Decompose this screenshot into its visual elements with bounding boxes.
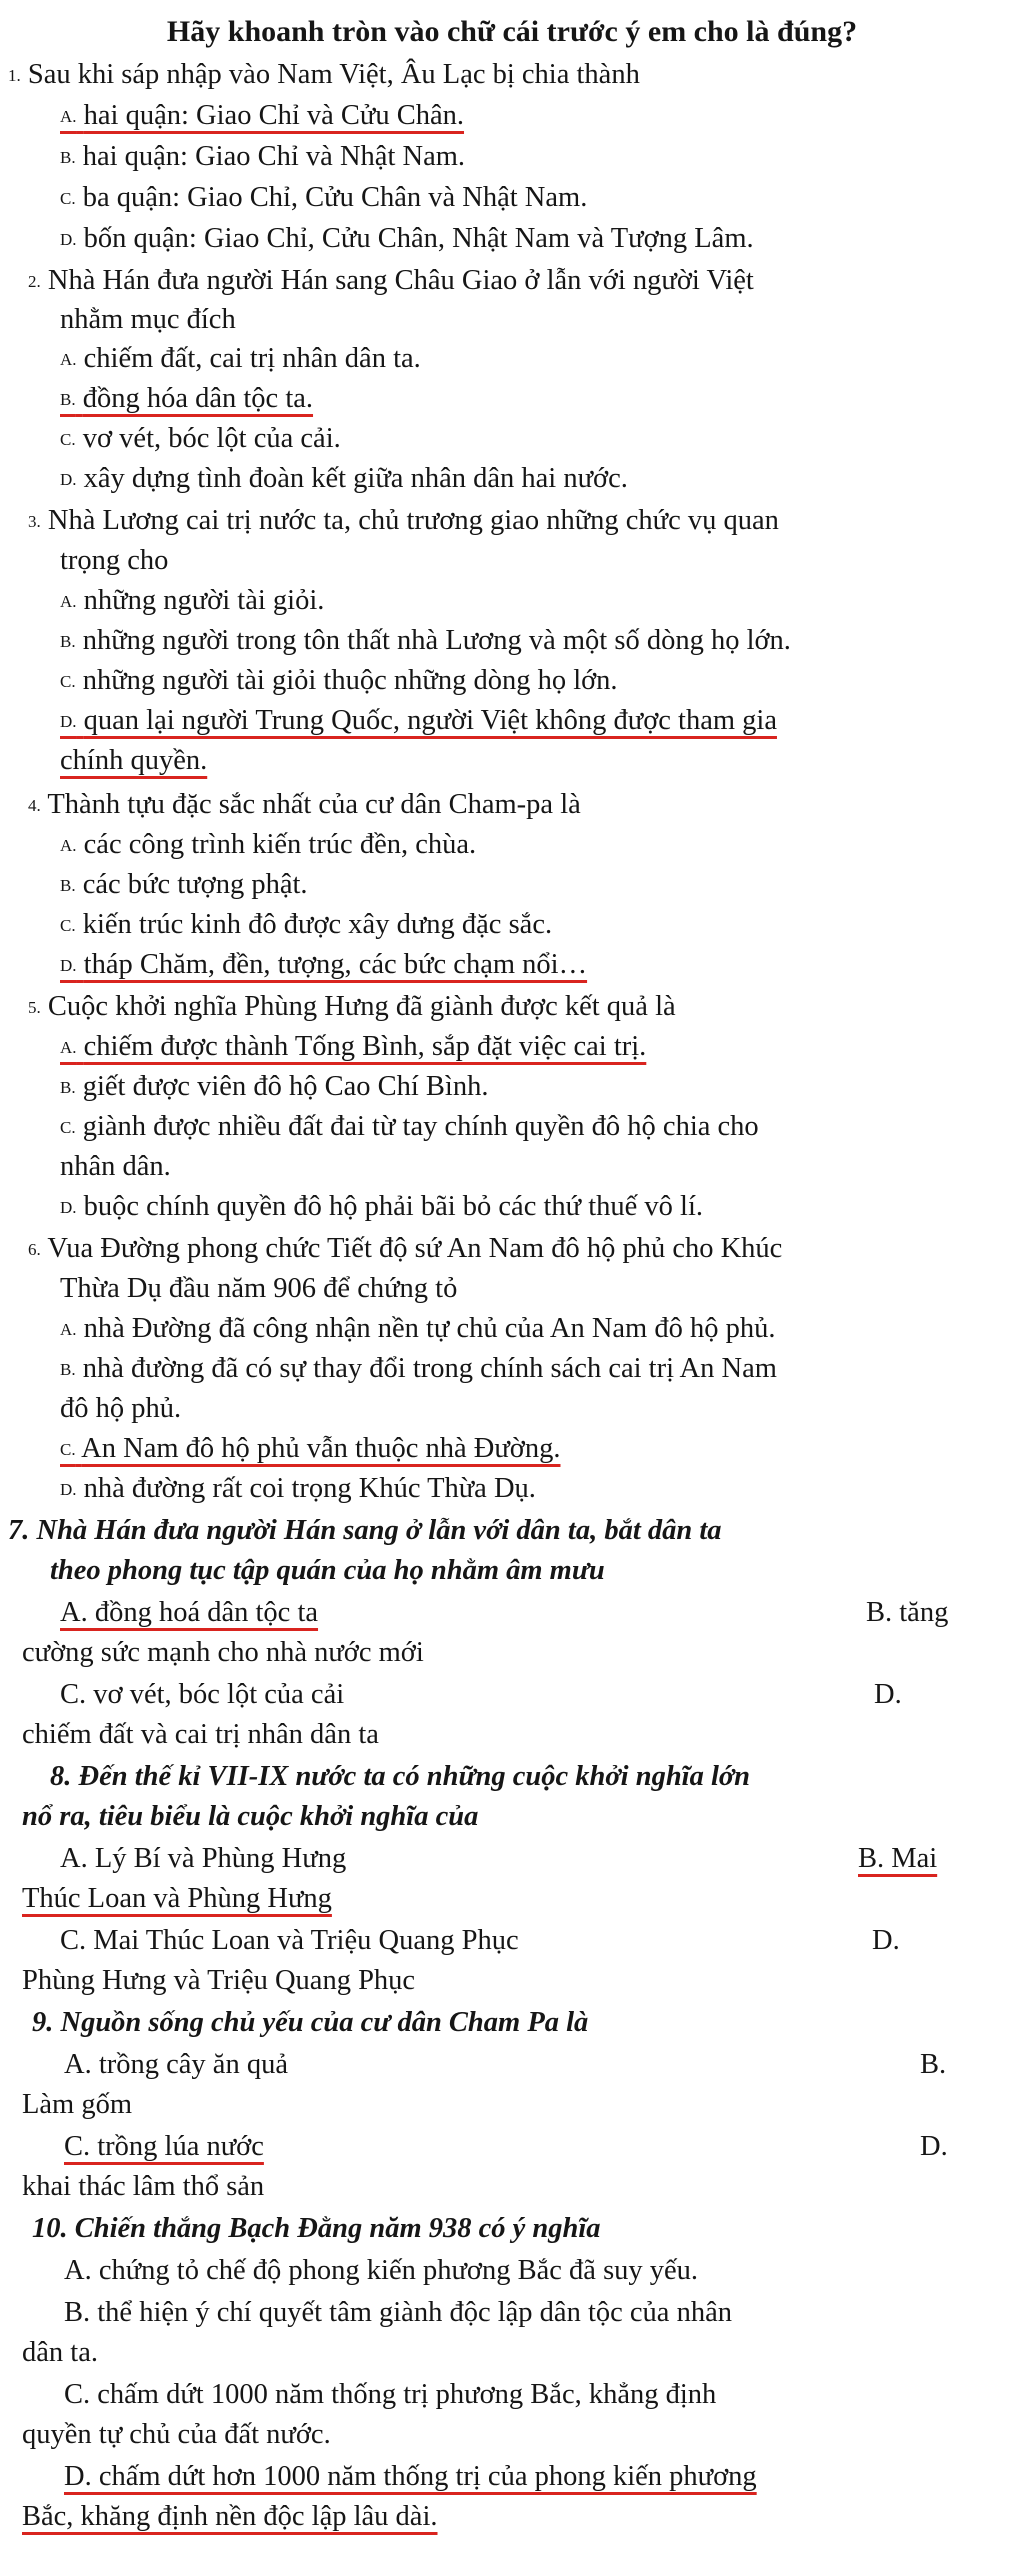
- question-3-cont: trọng cho: [60, 545, 169, 576]
- question-6-cont: Thừa Dụ đầu năm 906 để chứng tỏ: [60, 1273, 458, 1304]
- q2-option-d[interactable]: D. xây dựng tình đoàn kết giữa nhân dân hai nước.: [60, 463, 628, 494]
- question-10: 10. Chiến thắng Bạch Đằng năm 938 có ý nghĩa: [32, 2213, 601, 2244]
- question-5: 5. Cuộc khởi nghĩa Phùng Hưng đã giành được kết quả là: [28, 991, 676, 1022]
- q5-option-d[interactable]: D. buộc chính quyền đô hộ phải bãi bỏ các thứ thuế vô lí.: [60, 1191, 704, 1222]
- q7-option-a[interactable]: A. đồng hoá dân tộc ta: [60, 1597, 319, 1628]
- question-9: 9. Nguồn sống chủ yếu của cư dân Cham Pa là: [32, 2007, 589, 2038]
- q9-option-a[interactable]: A. trồng cây ăn quả: [64, 2049, 288, 2080]
- q8-option-d-cont: Phùng Hưng và Triệu Quang Phục: [22, 1965, 416, 1996]
- question-6: 6. Vua Đường phong chức Tiết độ sứ An Nam đô hộ phủ cho Khúc: [28, 1233, 783, 1264]
- q9-option-d-cont: khai thác lâm thổ sản: [22, 2171, 265, 2202]
- page-title: Hãy khoanh tròn vào chữ cái trước ý em cho là đúng?: [166, 15, 858, 48]
- q8-option-b[interactable]: B. Mai: [858, 1843, 938, 1874]
- q9-option-d[interactable]: D.: [920, 2131, 948, 2162]
- question-4: 4. Thành tựu đặc sắc nhất của cư dân Cham-pa là: [28, 789, 581, 820]
- q3-option-d-cont: chính quyền.: [60, 745, 208, 776]
- question-2: 2. Nhà Hán đưa người Hán sang Châu Giao ở lẫn với người Việt: [28, 265, 754, 296]
- q1-option-d[interactable]: D. bốn quận: Giao Chỉ, Cửu Chân, Nhật Nam và Tượng Lâm.: [60, 223, 754, 254]
- q9-option-c[interactable]: C. trồng lúa nước: [64, 2131, 264, 2162]
- q4-option-a[interactable]: A. các công trình kiến trúc đền, chùa.: [60, 829, 477, 860]
- q7-option-b-cont: cường sức mạnh cho nhà nước mới: [22, 1637, 424, 1668]
- q10-option-c[interactable]: C. chấm dứt 1000 năm thống trị phương Bắc, khẳng định: [64, 2379, 717, 2410]
- q8-option-c[interactable]: C. Mai Thúc Loan và Triệu Quang Phục: [60, 1925, 519, 1956]
- q2-option-b[interactable]: B. đồng hóa dân tộc ta.: [60, 383, 314, 414]
- q9-option-b-cont: Làm gốm: [22, 2089, 133, 2120]
- q7-option-d[interactable]: D.: [874, 1679, 902, 1710]
- q1-option-a[interactable]: A. hai quận: Giao Chỉ và Cửu Chân.: [60, 100, 465, 131]
- q9-option-b[interactable]: B.: [920, 2049, 947, 2080]
- q10-option-a[interactable]: A. chứng tỏ chế độ phong kiến phương Bắc đã suy yếu.: [64, 2255, 699, 2286]
- q8-option-a[interactable]: A. Lý Bí và Phùng Hưng: [60, 1843, 347, 1874]
- q6-option-a[interactable]: A. nhà Đường đã công nhận nền tự chủ của An Nam đô hộ phủ.: [60, 1313, 776, 1344]
- q1-option-b[interactable]: B. hai quận: Giao Chỉ và Nhật Nam.: [60, 141, 466, 172]
- question-1: 1. Sau khi sáp nhập vào Nam Việt, Âu Lạc bị chia thành: [8, 59, 640, 90]
- q6-option-b[interactable]: B. nhà đường đã có sự thay đổi trong chính sách cai trị An Nam: [60, 1353, 777, 1384]
- question-7: 7. Nhà Hán đưa người Hán sang ở lẫn với dân ta, bắt dân ta: [8, 1515, 722, 1546]
- q10-option-c-cont: quyền tự chủ của đất nước.: [22, 2419, 331, 2450]
- q3-option-a[interactable]: A. những người tài giỏi.: [60, 585, 325, 616]
- q8-option-d[interactable]: D.: [872, 1925, 900, 1956]
- q10-option-b-cont: dân ta.: [22, 2337, 98, 2368]
- q4-option-c[interactable]: C. kiến trúc kinh đô được xây dưng đặc sắc.: [60, 909, 553, 940]
- question-2-cont: nhằm mục đích: [60, 304, 236, 335]
- q1-option-c[interactable]: C. ba quận: Giao Chỉ, Cửu Chân và Nhật Nam.: [60, 182, 588, 213]
- q6-option-d[interactable]: D. nhà đường rất coi trọng Khúc Thừa Dụ.: [60, 1473, 536, 1504]
- q4-option-b[interactable]: B. các bức tượng phật.: [60, 869, 308, 900]
- q3-option-b[interactable]: B. những người trong tôn thất nhà Lương và một số dòng họ lớn.: [60, 625, 791, 656]
- q7-option-d-cont: chiếm đất và cai trị nhân dân ta: [22, 1719, 379, 1750]
- q3-option-d[interactable]: D. quan lại người Trung Quốc, người Việt không được tham gia: [60, 705, 777, 736]
- question-8: 8. Đến thế kỉ VII-IX nước ta có những cuộc khởi nghĩa lớn: [50, 1761, 751, 1792]
- q3-option-c[interactable]: C. những người tài giỏi thuộc những dòng họ lớn.: [60, 665, 618, 696]
- q2-option-c[interactable]: C. vơ vét, bóc lột của cải.: [60, 423, 341, 454]
- q7-option-b[interactable]: B. tăng: [866, 1597, 949, 1628]
- q8-option-b-cont: Thúc Loan và Phùng Hưng: [22, 1883, 332, 1914]
- q5-option-a[interactable]: A. chiếm được thành Tống Bình, sắp đặt việc cai trị.: [60, 1031, 647, 1062]
- q5-option-b[interactable]: B. giết được viên đô hộ Cao Chí Bình.: [60, 1071, 489, 1102]
- q10-option-d[interactable]: D. chấm dứt hơn 1000 năm thống trị của phong kiến phương: [64, 2461, 757, 2492]
- q7-option-c[interactable]: C. vơ vét, bóc lột của cải: [60, 1679, 345, 1710]
- question-7-cont: theo phong tục tập quán của họ nhằm âm mưu: [50, 1555, 605, 1586]
- q5-option-c-cont: nhân dân.: [60, 1151, 171, 1182]
- q4-option-d[interactable]: D. tháp Chăm, đền, tượng, các bức chạm nổi…: [60, 949, 588, 980]
- q6-option-c[interactable]: C. An Nam đô hộ phủ vẫn thuộc nhà Đường.: [60, 1433, 561, 1464]
- q6-option-b-cont: đô hộ phủ.: [60, 1393, 182, 1424]
- question-3: 3. Nhà Lương cai trị nước ta, chủ trương giao những chức vụ quan: [28, 505, 779, 536]
- q5-option-c[interactable]: C. giành được nhiều đất đai từ tay chính quyền đô hộ chia cho: [60, 1111, 759, 1142]
- q10-option-b[interactable]: B. thể hiện ý chí quyết tâm giành độc lập dân tộc của nhân: [64, 2297, 732, 2328]
- q10-option-d-cont: Bắc, khăng định nền độc lập lâu dài.: [22, 2501, 438, 2532]
- question-8-cont: nổ ra, tiêu biểu là cuộc khởi nghĩa của: [22, 1801, 479, 1832]
- q2-option-a[interactable]: A. chiếm đất, cai trị nhân dân ta.: [60, 343, 421, 374]
